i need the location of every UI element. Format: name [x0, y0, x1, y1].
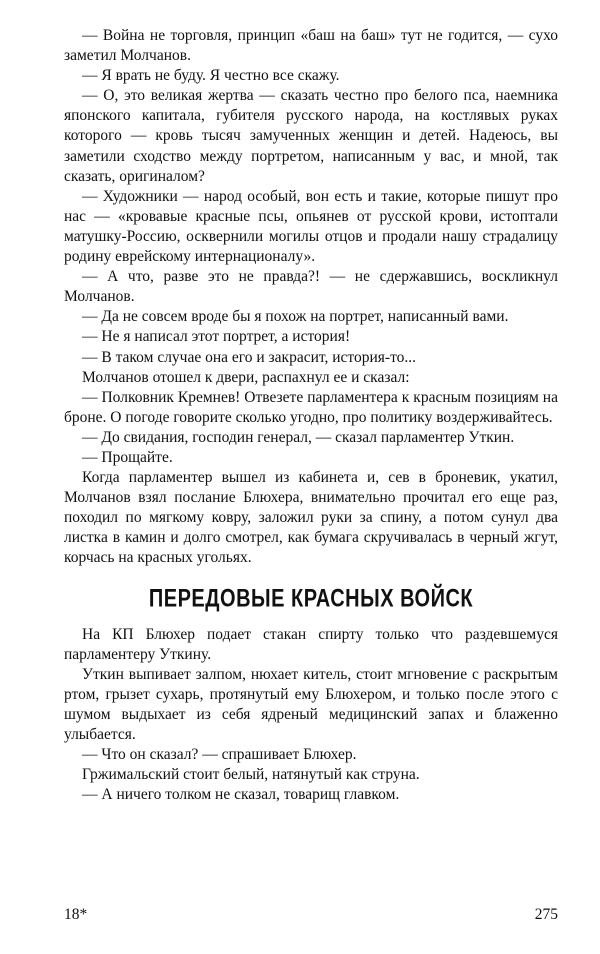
paragraph: Молчанов отошел к двери, распахнул ее и сказал: — [82, 368, 410, 386]
paragraph: — Художники — народ особый, вон есть и такие, которые пишут про нас — «кровавые красные псы, опьянев от русской крови, истоптали матушку-Россию, осквернили могилы отцов и продали нашу страдалицу родину еврейскому интернационалу». — [64, 187, 558, 266]
body-text — [64, 26, 558, 805]
paragraph: — Что он сказал? — спрашивает Блюхер. — [82, 746, 357, 764]
paragraph: Когда парламентер вышел из кабинета и, сев в броневик, укатил, Молчанов взял послание Блюхера, внимательно прочитал его еще раз, походил по мягкому ковру, заложил руки за спину, а потом сунул два листка в камин и долго смотрел, как бумага скручивалась в черный жгут, корчась на красных угольях. — [64, 469, 558, 567]
paragraph: — О, это великая жертва — сказать честно про белого пса, наемника японского капитала, губителя русского народа, на костлявых руках которого — кровь тысяч замученных женщин и детей. Надеюсь, вы заметили сходство между портретом, написанным у вас, и мной, так сказать, оригиналом? — [64, 87, 558, 185]
paragraph: — Полковник Кремнев! Отвезете парламентера к красным позициям на броне. О погоде говорите сколько угодно, про политику воздерживайтесь. — [64, 388, 558, 426]
paragraph: — Прощайте. — [82, 448, 173, 466]
paragraph: — Я врать не буду. Я честно все скажу. — [82, 67, 340, 85]
section-heading: ПЕРЕДОВЫЕ КРАСНЫХ ВОЙСК — [148, 584, 474, 613]
paragraph: — Да не совсем вроде бы я похож на портрет, написанный вами. — [82, 308, 509, 326]
page-footer — [64, 906, 558, 924]
paragraph: — А ничего толком не сказал, товарищ главком. — [82, 786, 400, 804]
page-number: 275 — [534, 906, 558, 923]
paragraph: Гржимальский стоит белый, натянутый как струна. — [82, 766, 420, 784]
signature-mark: 18* — [64, 906, 88, 923]
paragraph: — До свидания, господин генерал, — сказал парламентер Уткин. — [82, 428, 515, 446]
paragraph: На КП Блюхер подает стакан спирту только что раздевшемуся парламентеру Уткину. — [64, 625, 558, 663]
paragraph: — Война не торговля, принцип «баш на баш» тут не годится, — сухо заметил Молчанов. — [64, 27, 558, 65]
paragraph: — Не я написал этот портрет, а история! — [82, 328, 351, 346]
paragraph: — А что, разве это не правда?! — не сдержавшись, воскликнул Молчанов. — [64, 268, 558, 306]
paragraph: Уткин выпивает залпом, нюхает китель, стоит мгновение с раскрытым ртом, грызет сухарь, протянутый ему Блюхером, и только после этого с шумом выдыхает из себя ядреный медицинский запах и блаженно улыбается. — [64, 665, 558, 744]
paragraph: — В таком случае она его и закрасит, история-то... — [82, 348, 417, 366]
